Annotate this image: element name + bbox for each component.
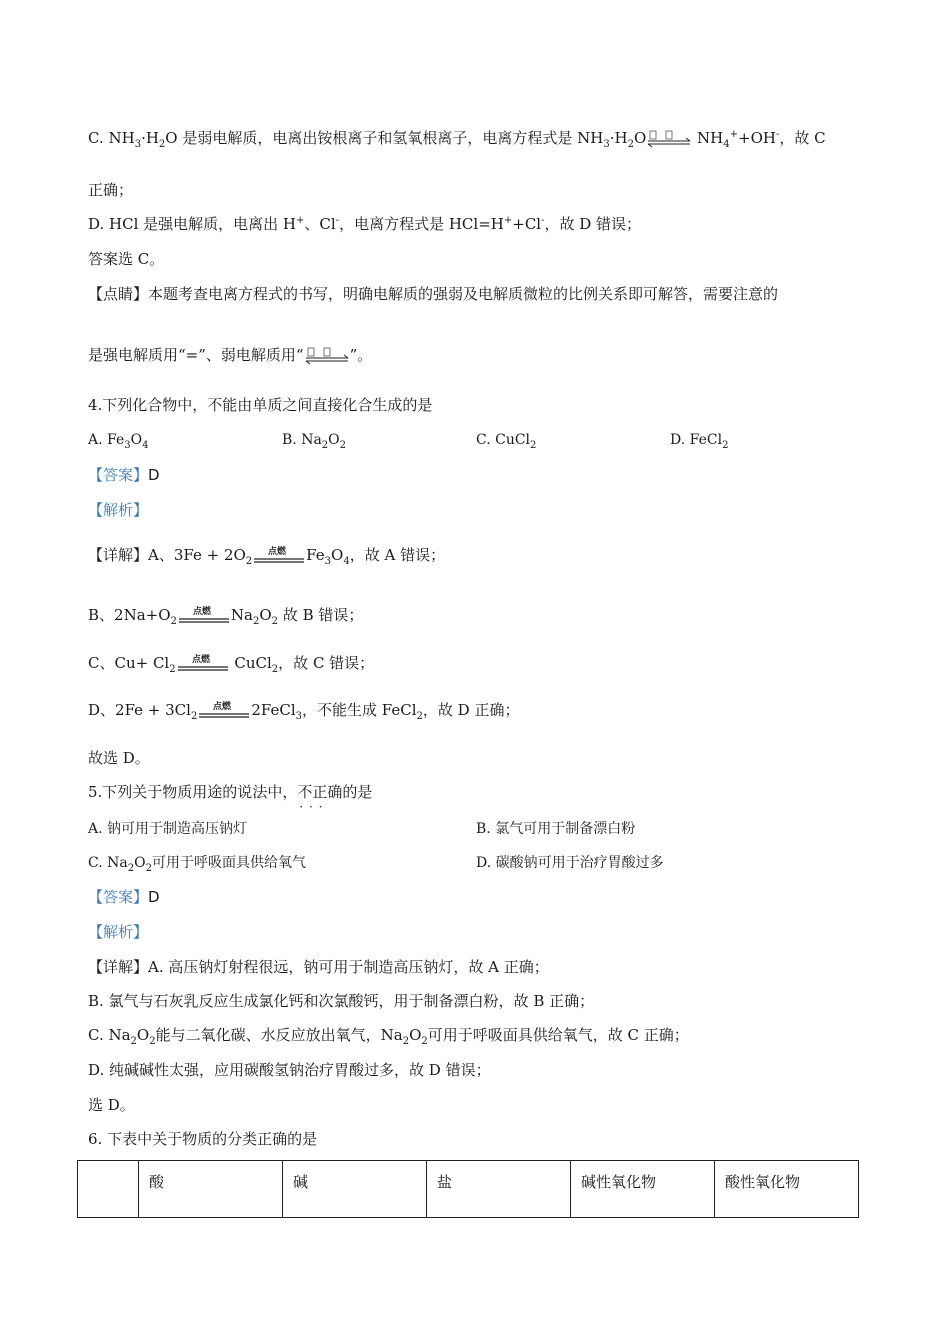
q5-option-a: A. 钠可用于制造高压钠灯	[88, 821, 248, 837]
q4-detail-b: B、$2Na+O_2$ 点燃 $Na_2O_2$ 故 B 错误；	[88, 606, 364, 627]
svg-text:点燃: 点燃	[268, 547, 287, 557]
q3-option-c-line2: 正确；	[88, 181, 134, 199]
q5-detail-c: C. $Na_2O_2$能与二氧化碳、水反应放出氧气，$Na_2O_2$可用于呼吸面具供给氧气，故 C 正确；	[88, 1026, 689, 1047]
q4-option-a: A. $Fe_3O_4$	[88, 432, 149, 451]
table-header-cell: 酸性氧化物	[715, 1161, 859, 1218]
q5-detail-a: 【详解】A. 高压钠灯射程很远，钠可用于制造高压钠灯，故 A 正确；	[88, 958, 549, 976]
svg-text:点燃: 点燃	[192, 607, 211, 617]
ignition-condition-icon	[177, 605, 231, 627]
q5-detail-b: B. 氯气与石灰乳反应生成氯化钙和次氯酸钙，用于制备漂白粉，故 B 正确；	[88, 992, 595, 1010]
q5-conclusion: 选 D。	[88, 1096, 135, 1114]
q4-stem: 4.下列化合物中，不能由单质之间直接化合生成的是	[88, 396, 433, 414]
q4-detail-a: 【详解】A、$3Fe + 2O_2$ 点燃 $Fe_3O_4$，故 A 错误；	[88, 546, 446, 567]
q4-option-c: C. CuCl$_2$	[476, 432, 537, 451]
q4-analysis-tag: 【解析】	[88, 501, 149, 519]
ignition-condition-icon	[252, 545, 306, 567]
reversible-arrow-icon	[304, 346, 350, 366]
ignition-condition-icon	[197, 700, 251, 722]
q4-option-d: D. FeCl$_2$	[670, 432, 729, 451]
table-header-cell: 碱	[283, 1161, 427, 1218]
svg-text:点燃: 点燃	[213, 702, 232, 712]
q5-analysis-tag: 【解析】	[88, 923, 149, 941]
q4-option-b: B. $Na_2O_2$	[282, 432, 347, 451]
q5-option-b: B. 氯气可用于制备漂白粉	[476, 821, 636, 837]
q6-stem: 6. 下表中关于物质的分类正确的是	[88, 1130, 318, 1148]
reversible-arrow-icon	[646, 129, 692, 149]
q3-option-d: D. HCl 是强电解质，电离出 H+、Cl-，电离方程式是 HCl=H++Cl-，故 D 错误；	[88, 215, 642, 233]
table-header-cell: 碱性氧化物	[571, 1161, 715, 1218]
q3-answer: 答案选 C。	[88, 250, 165, 268]
q4-answer: 【答案】D	[88, 466, 160, 484]
q5-emphasis: 不正确 · · ·	[297, 783, 342, 801]
table-header-row	[78, 1161, 859, 1218]
q3-option-c-line1: C. $NH_3\cdot H_2O$ 是弱电解质，电离出铵根离子和氢氧根离子，电离方程式是 $NH_3\cdot H_2O$ $NH_4^++OH^-$，故 C	[88, 129, 826, 150]
q4-conclusion: 故选 D。	[88, 749, 150, 767]
table-header-cell	[78, 1161, 139, 1218]
q5-stem: 5.下列关于物质用途的说法中，不正确 · · ·的是	[88, 782, 372, 802]
q4-detail-d: D、$2Fe + 3Cl_2$ 点燃 2FeCl$_3$，不能生成 FeCl$_2$，故 D 正确；	[88, 701, 520, 722]
classification-table	[77, 1160, 859, 1218]
q5-option-c: C. $Na_2O_2$可用于呼吸面具供给氧气	[88, 855, 306, 874]
ignition-condition-icon	[176, 653, 230, 675]
q5-answer: 【答案】D	[88, 888, 160, 906]
svg-text:点燃: 点燃	[191, 655, 210, 665]
q4-detail-c: C、$Cu+ Cl_2$ 点燃 CuCl$_2$，故 C 错误；	[88, 654, 375, 675]
table-header-cell: 酸	[139, 1161, 283, 1218]
q5-option-d: D. 碳酸钠可用于治疗胃酸过多	[476, 855, 664, 871]
table-header-cell: 盐	[427, 1161, 571, 1218]
q3-comment-line2: 是强电解质用“=”、弱电解质用“ ”。	[88, 346, 373, 364]
q3-comment-line1: 【点睛】本题考查电离方程式的书写，明确电解质的强弱及电解质微粒的比例关系即可解答，需要注意的	[88, 285, 779, 303]
q5-detail-d: D. 纯碱碱性太强，应用碳酸氢钠治疗胃酸过多，故 D 错误；	[88, 1061, 491, 1079]
